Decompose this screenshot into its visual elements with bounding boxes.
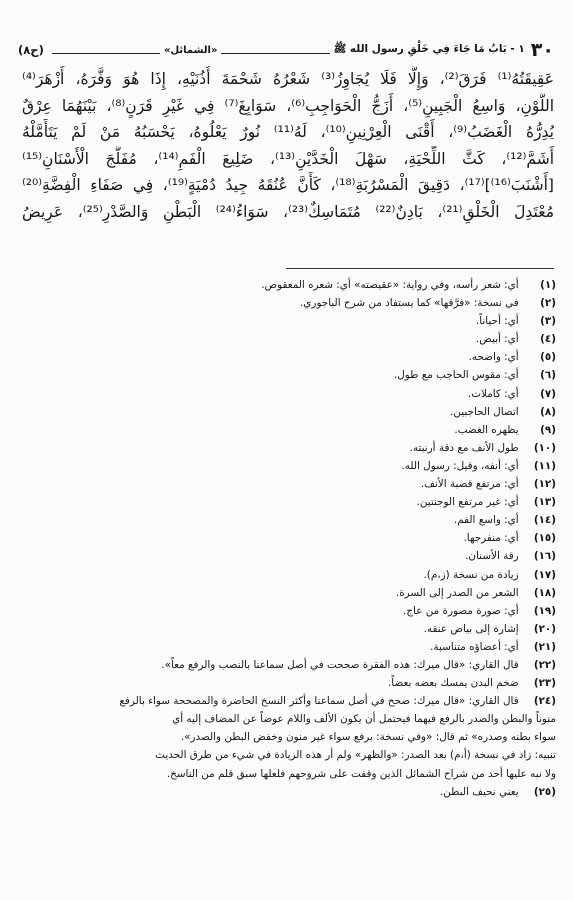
text-line: يُدِرُّهُ الْغَضَبُ⁽⁹⁾، أَقْنَى الْعِرْنِينِ⁽¹⁰⁾، لَهُ⁽¹¹⁾ نُورٌ يَعْلُوهُ، يَحْسَبُهُ مَنْ لَمْ يَتَأَمَّلْهُ	[22, 123, 554, 142]
chapter-title: ١ - بَابُ مَا جَاءَ فِي خَلْقِ رسول الله ﷺ	[333, 42, 525, 55]
footnote-text: زيادة من نسخة (ز،م).	[423, 568, 522, 581]
text-line: [أَشْنَبَ⁽¹⁶⁾]⁽¹⁷⁾، دَقِيقَ الْمَسْرُبَةِ⁽¹⁸⁾، كَأَنَّ عُنُقَهُ جِيدُ دُمْيَةٍ⁽¹⁹⁾، فِي صَفَاءِ الْفِضَّةِ⁽²⁰⁾	[22, 176, 554, 195]
footnote-number: (٢٠)	[533, 622, 556, 635]
footnote-item	[22, 475, 556, 493]
footnote-text: قال القاري: «قال ميرك: هذه الفقرة صححت في أصل سماعنا بالنصب والرفع معاً».	[161, 658, 522, 671]
footnote-continuation: سواء بطنه وصدره» ثم قال: «وفي نسخة: برفع سواء غير منون وخفض البطن والصدر».	[180, 731, 556, 744]
footnote-item	[22, 692, 556, 710]
footnote-text: ضخم البدن يمسك بعضه بعضاً.	[387, 677, 522, 690]
footnote-number: (٣)	[540, 315, 556, 328]
footnote-text: أي: منفرجها.	[463, 532, 522, 545]
footnote-item	[22, 529, 556, 547]
footnote-item	[22, 638, 556, 656]
footnote-number: (٢٢)	[533, 658, 556, 671]
footnote-text: رقة الأسنان.	[465, 550, 522, 563]
footnote-number: (٩)	[540, 423, 556, 436]
hadith-number: (ح٨)	[17, 43, 44, 57]
text-line: عَقِيقَتُهُ⁽¹⁾ فَرَقَ⁽²⁾، وَإِلَّا فَلَا يُجَاوِزُ⁽³⁾ شَعْرُهُ شَحْمَةَ أُذُنَيْهِ، إِذَا هُوَ وَفَّرَهُ، أَزْهَرَ⁽⁴⁾	[22, 70, 554, 88]
footnote-text: قال القاري: «قال ميرك: صحح في أصل سماعنا وأكثر النسخ الحاضرة والمصححة سواء بالرفع	[119, 695, 522, 708]
footnote-text: أي: شعر رأسه، وفي رواية: «عقيصته» أي: شعره المعقوص.	[261, 279, 522, 291]
footnote-item	[22, 421, 556, 439]
footnote-text: أي: كاملات.	[467, 387, 522, 400]
footnote-text: أي: واضحه.	[468, 351, 522, 364]
footnote-text: اتصال الحاجبين.	[450, 405, 522, 418]
footnote-item	[22, 330, 556, 348]
footnote-item	[22, 276, 556, 294]
footnote-item	[22, 620, 556, 638]
book-title: «الشمائل»	[164, 44, 218, 56]
text-line: اللَّوْنِ، وَاسِعُ الْجَبِينِ⁽⁵⁾، أَزَجُّ الْحَوَاجِبِ⁽⁶⁾، سَوَابِغَ⁽⁷⁾ فِي غَيْرِ قَرَنٍ⁽⁸⁾، بَيْنَهُمَا عِرْقٌ	[22, 96, 554, 115]
page-number: ٣٠	[530, 39, 554, 61]
footnote-text: يعني نحيف البطن.	[439, 785, 522, 798]
footnote-item	[22, 674, 556, 692]
footnote-continuation: منوناً والبطن والصدر بالرفع فيهما فيحتمل أن يكون الألف واللام عوضاً عن المضاف إليه أي	[172, 713, 556, 726]
footnote-number: (٦)	[540, 369, 556, 382]
footnote-number: (١١)	[533, 459, 556, 472]
footnote-number: (٢٣)	[533, 677, 556, 690]
footnote-number: (١٥)	[533, 532, 556, 545]
footnote-item	[22, 511, 556, 529]
footnote-number: (٥)	[540, 351, 556, 364]
footnote-item	[22, 385, 556, 403]
footnote-number: (١٢)	[533, 478, 556, 491]
footnote-number: (١٨)	[533, 586, 556, 599]
footnote-continuation: ولا نبه عليها أحد من شراح الشمائل الذين وقفت على شروحهم فلعلها سبق قلم من الناسخ.	[166, 767, 556, 780]
hadith-text	[22, 66, 554, 226]
footnote-number: (١٦)	[533, 550, 556, 563]
footnote-number: (١٩)	[533, 604, 556, 617]
footnote-text: أي: مقوس الحاجب مع طول.	[393, 369, 522, 382]
header-line-right	[52, 53, 160, 54]
footnote-item	[22, 656, 556, 674]
footnote-text: في نسخة: «فرَّقها» كما يستفاد من شرح الباجوري.	[299, 297, 522, 310]
footnote-number: (١٧)	[533, 568, 556, 581]
footnote-item	[22, 348, 556, 366]
footnote-item	[22, 366, 556, 384]
footnote-text: أي: أنفه، وقيل: رسول الله.	[401, 459, 522, 472]
footnotes	[22, 276, 556, 801]
footnote-number: (٢٤)	[533, 695, 556, 708]
text-line: أَشَمَّ⁽¹²⁾، كَثَّ اللِّحْيَةِ، سَهْلَ الْخَدَّيْنِ⁽¹³⁾، ضَلِيعَ الْفَمِ⁽¹⁴⁾، مُفَلَّجَ الْأَسْنَانِ⁽¹⁵⁾	[22, 149, 554, 168]
footnote-item	[22, 602, 556, 620]
footnote-text: أي: مرتفع قصبة الأنف.	[420, 478, 522, 491]
footnote-text: طول الأنف مع دقة أرنبته.	[409, 441, 522, 454]
footnote-text: أي: غير مرتفع الوجنتين.	[416, 496, 522, 509]
running-header	[18, 40, 554, 60]
footnote-item	[22, 312, 556, 330]
footnote-item	[22, 457, 556, 475]
footnote-text: أي: أبيض.	[475, 333, 522, 346]
header-line-left	[221, 53, 329, 54]
footnote-text: الشعر من الصدر إلى السرة.	[395, 586, 522, 599]
footnote-number: (١٠)	[533, 441, 556, 454]
footnote-text: إشارة إلى بياض عنقه.	[423, 622, 522, 635]
footnote-number: (١٤)	[533, 514, 556, 527]
footnote-number: (١٣)	[533, 496, 556, 509]
footnote-text: أي: أعضاؤه متناسبة.	[430, 640, 522, 653]
footnote-number: (١)	[540, 279, 556, 291]
footnote-item	[22, 584, 556, 602]
footnote-item	[22, 439, 556, 457]
footnote-item	[22, 403, 556, 421]
footnote-text: أي: أحياناً.	[475, 315, 522, 328]
footnote-text: أي: صورة مصورة من عاج.	[403, 604, 522, 617]
footnote-number: (٤)	[540, 333, 556, 346]
footnote-number: (٢٥)	[533, 785, 556, 798]
footnote-number: (٧)	[540, 387, 556, 400]
footnote-separator	[286, 268, 554, 269]
footnote-text: أي: واسع الفم.	[453, 514, 522, 527]
footnote-item	[22, 783, 556, 801]
footnote-item	[22, 547, 556, 565]
footnote-continuation: تنبيه: زاد في نسخة (أ،م) بعد الصدر: «والظهر» ولم أر هذه الزيادة في شيء من طرق الحديث	[155, 749, 556, 762]
text-line: مُعْتَدِلَ الْخَلْقِ⁽²¹⁾، بَادِنٌ⁽²²⁾ مُتَمَاسِكٌ⁽²³⁾، سَوَاءُ⁽²⁴⁾ الْبَطْنِ وَالصَّدْرِ⁽²⁵⁾، عَرِيضُ	[22, 202, 554, 221]
footnote-text: يظهره الغضب.	[454, 423, 522, 436]
footnote-number: (٢)	[540, 297, 556, 310]
footnote-item	[22, 566, 556, 584]
footnote-item	[22, 493, 556, 511]
footnote-number: (٢١)	[533, 640, 556, 653]
footnote-item	[22, 294, 556, 312]
footnote-number: (٨)	[540, 405, 556, 418]
